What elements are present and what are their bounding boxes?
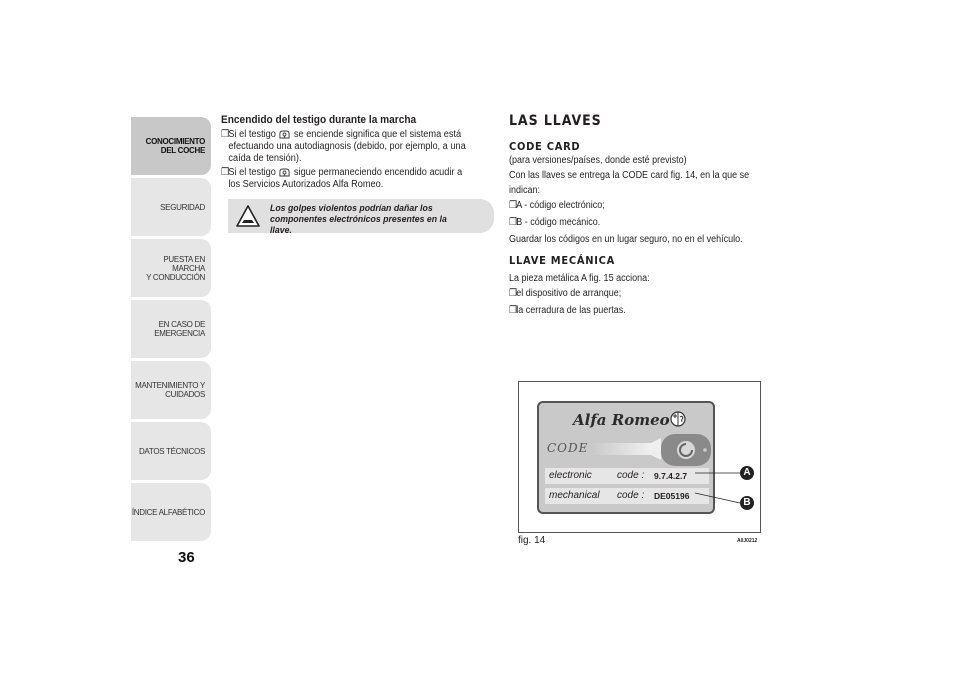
list-item: ❒ la cerradura de las puertas. bbox=[509, 305, 626, 316]
callout-b: B bbox=[740, 496, 754, 510]
warning-triangle-icon bbox=[236, 205, 260, 227]
page-title: LAS LLAVES bbox=[509, 113, 602, 129]
immobilizer-warning-icon bbox=[278, 167, 291, 177]
checkbox-bullet-icon: ❒ bbox=[509, 288, 518, 299]
callout-leader-lines bbox=[695, 470, 743, 506]
code-card-illustration bbox=[537, 401, 715, 514]
list-item: ❒ B - código mecánico. bbox=[509, 217, 601, 228]
brand-logo: Alfa Romeo bbox=[573, 411, 670, 429]
tab-datos-tecnicos[interactable]: DATOS TÉCNICOS bbox=[131, 422, 211, 480]
chapter-sidebar bbox=[131, 117, 211, 544]
tab-puesta-en-marcha[interactable]: PUESTA EN MARCHA Y CONDUCCIÓN bbox=[131, 239, 211, 297]
electronic-code-row: electronic code : 9.7.4.2.7 bbox=[545, 468, 709, 484]
mechanical-code-value: DE05196 bbox=[654, 491, 690, 501]
tab-mantenimiento[interactable]: MANTENIMIENTO Y CUIDADOS bbox=[131, 361, 211, 419]
tab-conocimiento-del-coche[interactable]: CONOCIMIENTO DEL COCHE bbox=[131, 117, 211, 175]
checkbox-bullet-icon: ❒ bbox=[509, 200, 518, 211]
tab-en-caso-de-emergencia[interactable]: EN CASO DE EMERGENCIA bbox=[131, 300, 211, 358]
section-heading: Encendido del testigo durante la marcha bbox=[221, 114, 417, 126]
tab-indice-alfabetico[interactable]: ÍNDICE ALFABÉTICO bbox=[131, 483, 211, 541]
code-card-note: (para versiones/países, donde esté previsto) bbox=[509, 155, 687, 166]
list-item: ❒ el dispositivo de arranque; bbox=[509, 288, 622, 299]
immobilizer-warning-icon bbox=[278, 129, 291, 139]
code-card-heading: CODE CARD bbox=[509, 140, 581, 153]
checkbox-bullet-icon: ❒ bbox=[221, 129, 230, 140]
electronic-code-value: 9.7.4.2.7 bbox=[654, 471, 688, 481]
code-word: CODE bbox=[547, 441, 589, 455]
alfa-romeo-emblem-icon bbox=[670, 411, 686, 427]
list-item: ❒ A - código electrónico; bbox=[509, 200, 605, 211]
warning-box bbox=[228, 199, 494, 236]
mechanical-key-heading: LLAVE MECÁNICA bbox=[509, 254, 616, 267]
code-card-outro: Guardar los códigos en un lugar seguro, no en el vehículo. bbox=[509, 234, 743, 245]
callout-a: A bbox=[740, 466, 754, 480]
warning-text: Los golpes violentos podrían dañar los componentes electrónicos presentes en la llave. bbox=[270, 203, 447, 236]
right-column bbox=[509, 113, 752, 320]
checkbox-bullet-icon: ❒ bbox=[509, 217, 518, 228]
code-card-figure bbox=[518, 381, 761, 533]
list-item: ❒ Si el testigo se enciende significa que el sistema está efectuando una autodiagnosis (debido, por ejemplo, a una caída de tensión). bbox=[221, 129, 466, 164]
list-item: ❒ Si el testigo sigue permaneciendo encendido acudir a los Servicios Autorizados Alfa Romeo. bbox=[221, 167, 463, 190]
checkbox-bullet-icon: ❒ bbox=[221, 167, 230, 178]
key-graphic-icon bbox=[591, 430, 713, 472]
mechanical-key-intro: La pieza metálica A fig. 15 acciona: bbox=[509, 273, 650, 284]
page-number: 36 bbox=[178, 549, 195, 566]
tab-seguridad[interactable]: SEGURIDAD bbox=[131, 178, 211, 236]
figure-id: A0J0212 bbox=[737, 538, 758, 544]
checkbox-bullet-icon: ❒ bbox=[509, 305, 518, 316]
left-column bbox=[221, 114, 474, 193]
figure-caption: fig. 14 bbox=[518, 535, 546, 546]
mechanical-code-row: mechanical code : DE05196 bbox=[545, 488, 709, 504]
code-card-intro: Con las llaves se entrega la CODE card fig. 14, en la que se indican: bbox=[509, 170, 750, 196]
